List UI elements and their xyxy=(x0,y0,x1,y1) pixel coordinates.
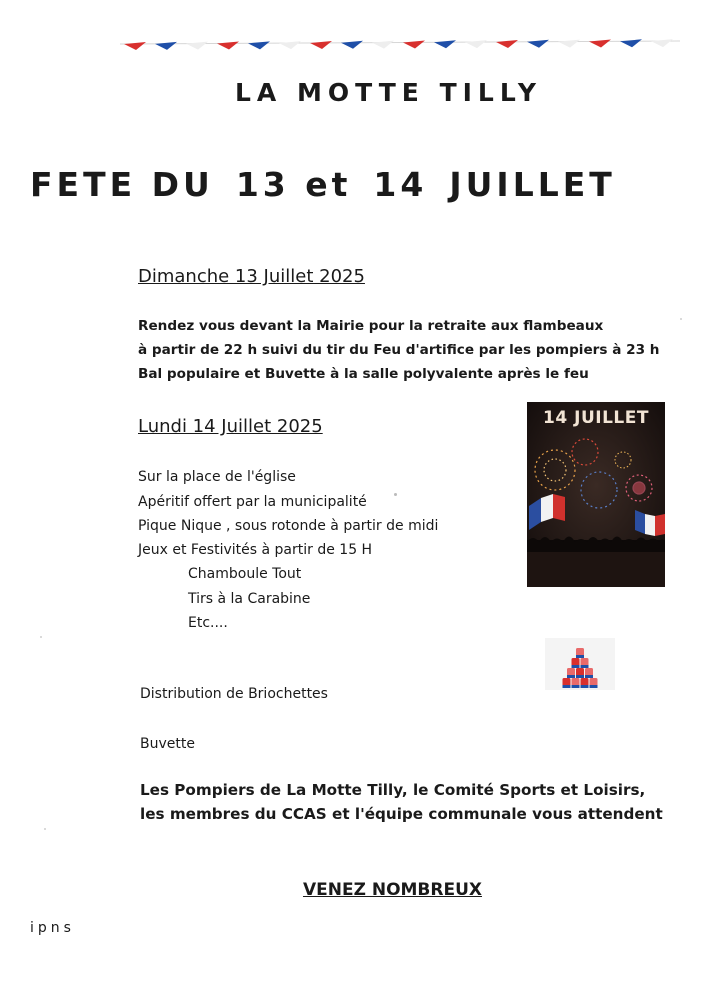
closing-line-2: les membres du CCAS et l'équipe communale vous attendent xyxy=(140,805,663,823)
event-title-part1: FETE DU xyxy=(30,165,214,204)
event-title-part2: 13 et xyxy=(235,165,352,204)
bunting-pennant xyxy=(465,40,487,48)
event-title xyxy=(30,165,616,204)
can-band xyxy=(581,685,589,688)
can-band xyxy=(576,675,584,678)
sunday-line-2: à partir de 22 h suivi du tir du Feu d'artifice par les pompiers à 23 h xyxy=(138,342,660,358)
can-band xyxy=(576,655,584,658)
event-title-part4: JUILLET xyxy=(449,165,616,204)
sunday-heading: Dimanche 13 Juillet 2025 xyxy=(138,266,365,287)
monday-line-3: Pique Nique , sous rotonde à partir de midi xyxy=(138,518,439,534)
monday-heading: Lundi 14 Juillet 2025 xyxy=(138,416,323,437)
bunting-pennant xyxy=(217,41,239,49)
bunting-pennant xyxy=(403,40,425,48)
bunting-pennant xyxy=(372,41,394,49)
buvette-line: Buvette xyxy=(140,736,195,752)
monday-line-1: Sur la place de l'église xyxy=(138,469,296,485)
event-title-part3: 14 xyxy=(373,165,428,204)
bunting-pennant xyxy=(620,39,642,47)
bunting-pennant xyxy=(279,41,301,49)
bunting-pennant xyxy=(496,40,518,48)
closing-line-1: Les Pompiers de La Motte Tilly, le Comité Sports et Loisirs, xyxy=(140,781,646,799)
game-item-1: Chamboule Tout xyxy=(188,566,302,582)
bunting-pennant xyxy=(155,42,177,50)
bunting-pennant xyxy=(341,41,363,49)
fireworks-poster-image xyxy=(527,402,665,587)
can-pyramid-image xyxy=(545,638,615,690)
ipns-footer: ipns xyxy=(30,920,75,936)
poster-title: 14 JUILLET xyxy=(543,408,649,428)
can-band xyxy=(567,675,575,678)
sunday-line-3: Bal populaire et Buvette à la salle polyvalente après le feu xyxy=(138,366,589,382)
can-band xyxy=(581,665,589,668)
bunting-pennant xyxy=(651,39,673,47)
can-band xyxy=(572,665,580,668)
briochettes-line: Distribution de Briochettes xyxy=(140,686,328,702)
bunting-pennant xyxy=(434,40,456,48)
can-band xyxy=(585,675,593,678)
can-band xyxy=(590,685,598,688)
call-to-action: VENEZ NOMBREUX xyxy=(302,880,483,900)
monday-line-2: Apéritif offert par la municipalité xyxy=(138,494,367,510)
town-name: LA MOTTE TILLY xyxy=(235,78,542,107)
bunting-pennant xyxy=(589,39,611,47)
bunting-pennant xyxy=(558,40,580,48)
bunting-pennant xyxy=(527,40,549,48)
game-item-3: Etc.... xyxy=(188,615,228,631)
stray-dot xyxy=(394,493,397,496)
can-band xyxy=(563,685,571,688)
can-band xyxy=(572,685,580,688)
bunting-pennant xyxy=(310,41,332,49)
sunday-line-1: Rendez vous devant la Mairie pour la retraite aux flambeaux xyxy=(138,318,604,334)
fireworks-illustration xyxy=(527,402,665,587)
game-item-2: Tirs à la Carabine xyxy=(188,591,311,607)
bunting-garland xyxy=(120,38,680,58)
bunting-pennant xyxy=(248,41,270,49)
monday-line-4: Jeux et Festivités à partir de 15 H xyxy=(138,542,373,558)
bunting-pennant xyxy=(186,42,208,50)
bunting-pennant xyxy=(124,42,146,50)
